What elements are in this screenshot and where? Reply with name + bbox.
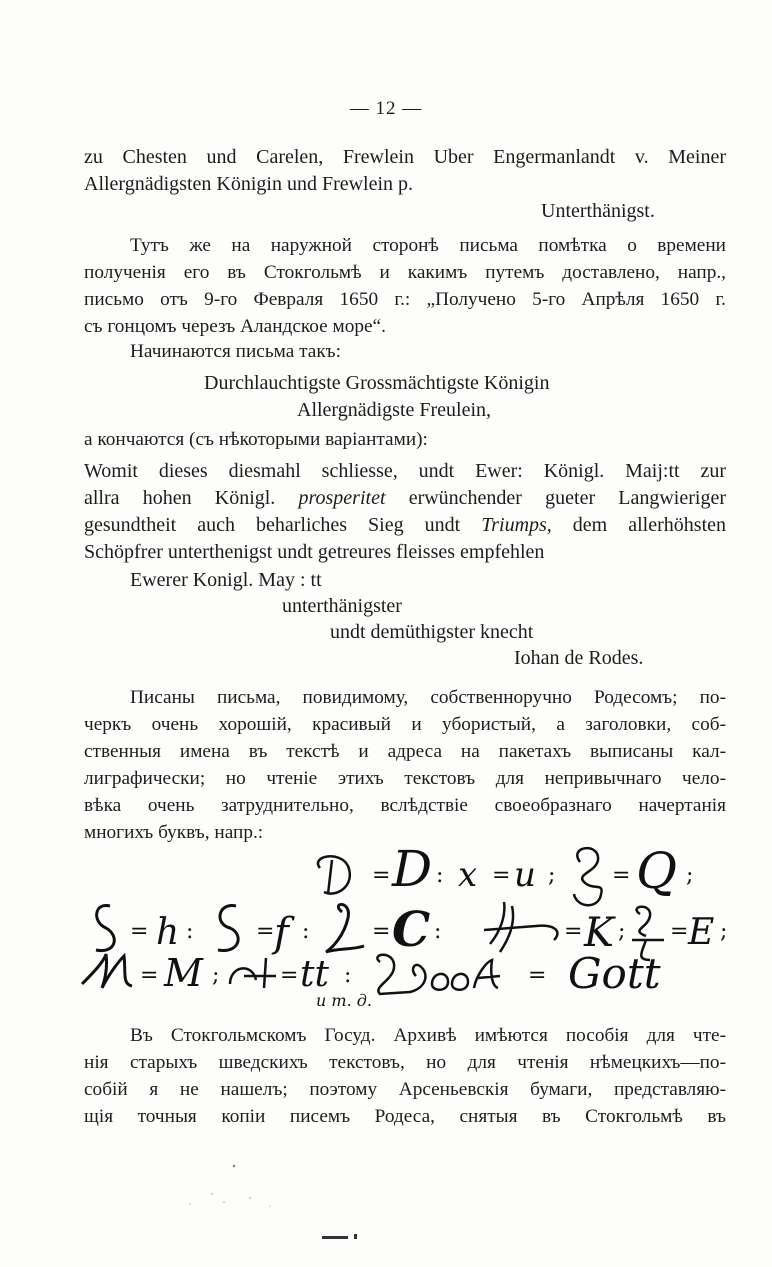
paragraph-line: Въ Стокгольмскомъ Госуд. Архивѣ имѣются пособія для чте- [130, 1025, 726, 1046]
paragraph-line: вѣка очень затруднительно, вслѣдствіе своеобразнаго начертанія [84, 795, 726, 816]
separator: ; [212, 963, 220, 988]
calligraphic-m-glyph [82, 954, 132, 988]
closing-line: Womit dieses diesmahl schliesse, undt Ewer: Königl. Maij:tt zur [84, 460, 726, 482]
handwriting-note: и т. д. [316, 991, 372, 1010]
calligraphic-a-glyph [230, 958, 276, 988]
closing-line: gesundtheit auch beharliches Sieg undt Triumps, dem allerhöhsten [84, 514, 726, 536]
letter-glyph: u [514, 855, 536, 895]
letter-glyph: E [688, 912, 715, 953]
letter-glyph: tt [300, 954, 329, 995]
letter-glyph: M [164, 951, 203, 995]
letter-glyph: x [458, 855, 478, 895]
handwriting-specimen [80, 836, 740, 1011]
equals-sign: = [492, 863, 511, 888]
scan-specks [130, 1160, 390, 1250]
long-s-glyph [96, 905, 114, 950]
separator: : [186, 919, 194, 944]
equals-sign: = [130, 919, 149, 944]
equals-sign: = [140, 963, 159, 988]
separator: ; [686, 863, 694, 888]
paragraph-line: а кончаются (съ нѣкоторыми варіантами): [84, 429, 428, 450]
paragraph-line: ственныя имена въ текстѣ и адреса на пакетахъ выписаны кал- [84, 741, 726, 762]
paragraph-line: многихъ буквъ, напр.: [84, 822, 264, 843]
equals-sign: = [528, 963, 547, 988]
long-s-glyph [218, 906, 238, 951]
page-number: — 12 — [349, 98, 423, 119]
signature-line: unterthänigster [282, 595, 402, 617]
separator: ; [548, 863, 556, 888]
calligraphic-d-glyph [318, 856, 350, 894]
closing-line: allra hohen Königl. prosperitet erwünchender gueter Langwieriger [84, 487, 726, 509]
letter-glyph: h [156, 912, 180, 953]
letter-glyph: D [392, 840, 433, 898]
signature-line: undt demüthigster knecht [330, 621, 534, 643]
equals-sign: = [670, 919, 689, 944]
paragraph-line: щія точныя копіи писемъ Родеса, снятыя въ Стокгольмѣ въ [84, 1106, 726, 1127]
salutation-line: Durchlauchtigste Grossmächtigste Königin [204, 372, 550, 394]
letter-glyph: f [274, 910, 289, 956]
separator: ; [618, 919, 626, 944]
separator: ; [720, 919, 728, 944]
calligraphic-l-glyph [326, 904, 364, 952]
paragraph-line: съ гонцомъ черезъ Аландское море“. [84, 316, 386, 337]
separator: : [344, 963, 352, 988]
calligraphic-b-glyph [574, 848, 602, 905]
word-glyph: Gott [568, 949, 661, 998]
equals-sign: = [372, 863, 391, 888]
equals-sign: = [612, 863, 631, 888]
equals-sign: = [564, 919, 583, 944]
calligraphic-g-word-glyph [377, 955, 500, 994]
paragraph-line: письмо отъ 9-го Февраля 1650 г.: „Получено 5-го Апрѣля 1650 г. [84, 289, 726, 310]
equals-sign: = [372, 919, 391, 944]
paragraph-line: Начинаются письма такъ: [130, 341, 342, 362]
letter-end-line: Allergnädigsten Königin und Frewlein p. [84, 173, 414, 195]
closing-line: Schöpfrer unterthenigst undt getreures fleisses empfehlen [84, 541, 545, 563]
calligraphic-h-glyph [484, 902, 557, 952]
paragraph-line: полученія его въ Стокгольмѣ и какимъ путемъ доставлено, напр., [84, 262, 726, 283]
letter-glyph: Q [636, 842, 677, 900]
paragraph-line: Писаны письма, повидимому, собственноручно Родесомъ; по- [130, 687, 726, 708]
paragraph-line: нія старыхъ шведскихъ текстовъ, но для чтенія нѣмецкихъ—по- [84, 1052, 726, 1073]
separator: : [434, 919, 442, 944]
separator: : [302, 919, 310, 944]
paragraph-line: черкъ очень хорошій, красивый и убористый, а заголовки, соб- [84, 714, 726, 735]
paragraph-line: лиграфически; но чтеніе этихъ текстовъ для непривычнаго чело- [84, 768, 726, 789]
letter-end-line: zu Chesten und Carelen, Frewlein Uber Engermanlandt v. Meiner [84, 146, 726, 168]
separator: : [436, 863, 444, 888]
signature-line: Iohan de Rodes. [514, 647, 644, 669]
equals-sign: = [256, 919, 275, 944]
paragraph-line: собій я не нашелъ; поэтому Арсеньевскія бумаги, представляю- [84, 1079, 726, 1100]
salutation-line: Allergnädigste Freulein, [297, 399, 492, 421]
letter-end-sign: Unterthänigst. [541, 200, 655, 222]
signature-line: Ewerer Konigl. May : tt [130, 569, 322, 591]
equals-sign: = [280, 963, 299, 988]
paragraph-line: Тутъ же на наружной сторонѣ письма помѣтка о времени [130, 235, 726, 256]
letter-glyph: K [584, 910, 614, 956]
letter-glyph: C [392, 902, 431, 958]
